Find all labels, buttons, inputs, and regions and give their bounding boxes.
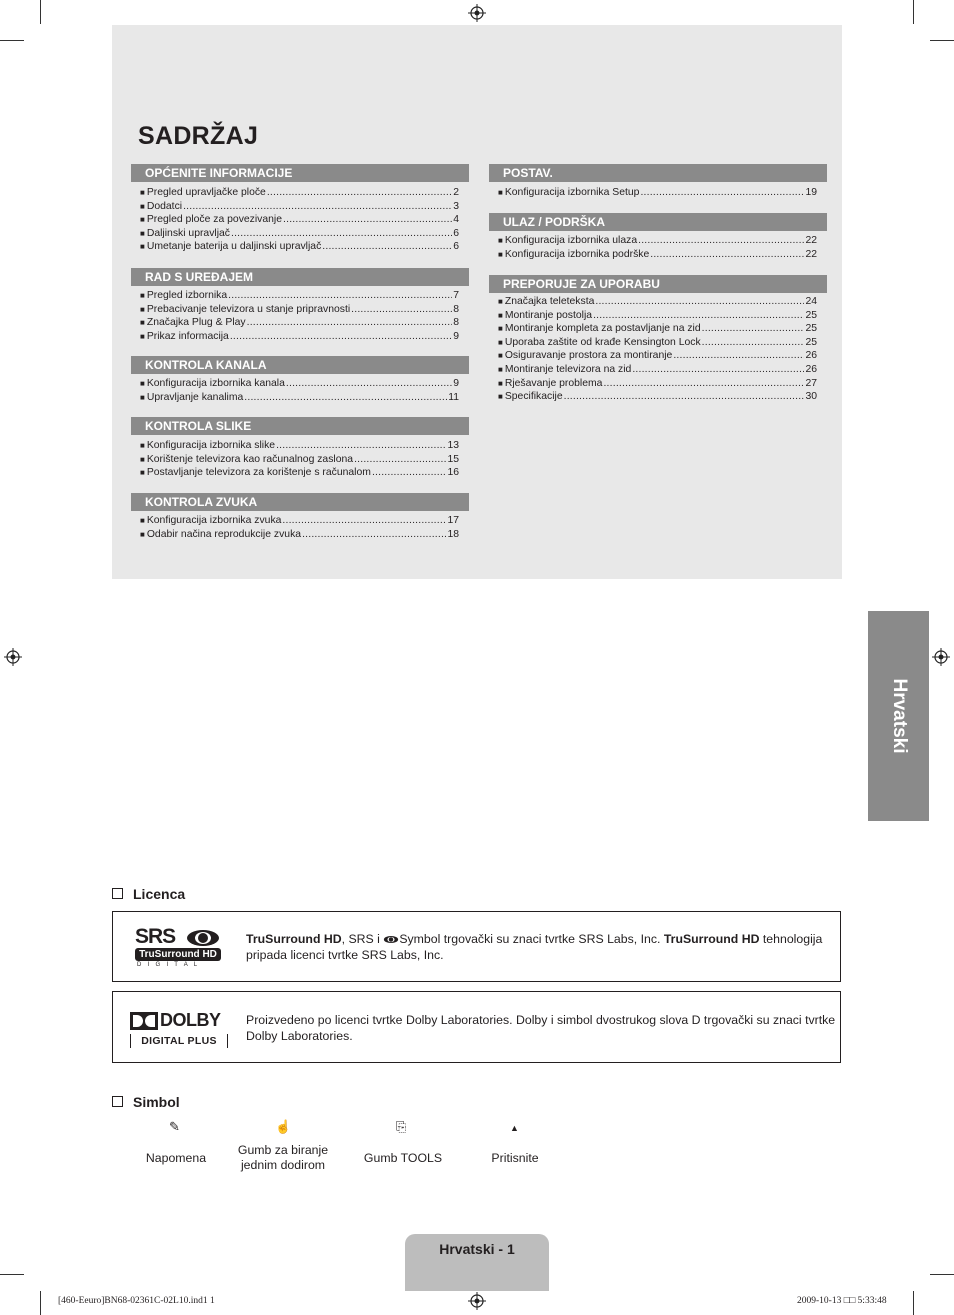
bullet-icon: ■ xyxy=(140,215,145,225)
bullet-icon: ■ xyxy=(498,324,503,334)
toc-item[interactable]: ■ Pregled ploče za povezivanje ..... 4 xyxy=(140,213,459,227)
symbol-heading: Simbol xyxy=(112,1094,180,1110)
toc-list xyxy=(498,234,817,261)
bullet-icon: ■ xyxy=(498,351,503,361)
bullet-icon: ■ xyxy=(140,291,145,300)
press-icon: ▲ xyxy=(510,1123,519,1133)
toc-list xyxy=(140,186,459,254)
bullet-icon: ■ xyxy=(498,337,503,347)
bullet-icon: ■ xyxy=(498,249,503,259)
toc-section-header: PREPORUJE ZA UPORABU xyxy=(489,275,827,293)
toc-item[interactable]: ■ Pregled upravljačke ploče ..... 2 xyxy=(140,186,459,200)
toc-list xyxy=(140,514,459,541)
bullet-icon: ■ xyxy=(140,304,145,314)
crop-mark xyxy=(913,1291,914,1315)
note-icon: ✎ xyxy=(169,1119,180,1134)
toc-item[interactable]: ■ Postavljanje televizora za korištenje s računalom ..... 16 xyxy=(140,466,459,480)
symbol-label: Gumb za biranje jednim dodirom xyxy=(237,1143,329,1172)
symbol-label: Pritisnite xyxy=(491,1151,539,1165)
toc-item[interactable]: ■ Konfiguracija izbornika podrške ..... 22 xyxy=(498,248,817,262)
footer-timestamp: 2009-10-13 □□ 5:33:48 xyxy=(797,1296,887,1306)
registration-mark-icon xyxy=(468,4,486,22)
toc-section-header: RAD S UREĐAJEM xyxy=(131,268,469,286)
toc-item[interactable]: ■ Daljinski upravljač ..... 6 xyxy=(140,227,459,241)
checkbox-bullet-icon xyxy=(112,1096,123,1107)
page-number: Hrvatski - 1 xyxy=(439,1241,515,1257)
bullet-icon: ■ xyxy=(140,318,145,328)
page-title: SADRŽAJ xyxy=(138,122,259,150)
symbol-label: Gumb TOOLS xyxy=(363,1151,443,1165)
crop-mark xyxy=(930,1274,954,1275)
bullet-icon: ■ xyxy=(498,310,503,320)
dolby-logo: DOLBY DIGITAL PLUS xyxy=(130,1010,230,1048)
bullet-icon: ■ xyxy=(498,392,503,402)
language-side-tab-label: Hrvatski xyxy=(888,678,910,754)
toc-item[interactable]: ■ Konfiguracija izbornika Setup ..... 19 xyxy=(498,186,817,200)
toc-item[interactable]: ■ Montiranje televizora na zid ..... 26 xyxy=(498,363,817,377)
toc-item[interactable]: ■ Značajka teleteksta ..... 24 xyxy=(498,295,817,309)
toc-list xyxy=(498,186,817,200)
toc-section-header: POSTAV. xyxy=(489,164,827,182)
registration-mark-icon xyxy=(4,648,22,666)
toc-item[interactable]: ■ Značajka Plug & Play ..... 8 xyxy=(140,316,459,330)
dolby-licence-box xyxy=(112,991,841,1063)
checkbox-bullet-icon xyxy=(112,888,123,899)
toc-item[interactable]: ■ Pregled izbornika ..... 7 xyxy=(140,289,459,303)
srs-logo: SRS TruSurround HD D I G I T A L xyxy=(135,926,225,970)
bullet-icon: ■ xyxy=(498,378,503,388)
dolby-licence-text: Proizvedeno po licenci tvrtke Dolby Laboratories. Dolby i simbol dvostrukog slova D trgovački su znaci tvrtke Dolby Laboratories. xyxy=(246,1013,836,1043)
toc-item[interactable]: ■ Dodatci ..... 3 xyxy=(140,200,459,214)
toc-item[interactable]: ■ Montiranje kompleta za postavljanje na zid ..... 25 xyxy=(498,322,817,336)
srs-licence-text: TruSurround HD, SRS i Symbol trgovački su znaci tvrtke SRS Labs, Inc. TruSurround HD tehnologija pripada licenci tvrtke SRS Labs, Inc. xyxy=(246,932,823,962)
language-side-tab xyxy=(868,611,929,821)
toc-item[interactable]: ■ Specifikacije ..... 30 xyxy=(498,390,817,404)
toc-list xyxy=(140,377,459,404)
toc-section-header: KONTROLA SLIKE xyxy=(131,417,469,435)
toc-item[interactable]: ■ Prikaz informacija ..... 9 xyxy=(140,330,459,344)
bullet-icon: ■ xyxy=(498,188,503,197)
tools-button-icon: ⎘ xyxy=(396,1119,407,1134)
bullet-icon: ■ xyxy=(498,364,503,374)
crop-mark xyxy=(930,40,954,41)
bullet-icon: ■ xyxy=(140,228,145,238)
registration-mark-icon xyxy=(468,1292,486,1310)
srs-licence-box xyxy=(112,911,841,982)
toc-item[interactable]: ■ Konfiguracija izbornika slike ..... 13 xyxy=(140,439,459,453)
crop-mark xyxy=(0,40,24,41)
bullet-icon: ■ xyxy=(140,468,145,478)
bullet-icon: ■ xyxy=(140,516,145,525)
toc-item[interactable]: ■ Rješavanje problema ..... 27 xyxy=(498,377,817,391)
page-number-tab xyxy=(405,1234,549,1291)
toc-item[interactable]: ■ Korištenje televizora kao računalnog zaslona ..... 15 xyxy=(140,453,459,467)
toc-item[interactable]: ■ Umetanje baterija u daljinski upravljač ..... 6 xyxy=(140,240,459,254)
bullet-icon: ■ xyxy=(140,441,145,450)
dolby-double-d-icon xyxy=(130,1012,158,1030)
bullet-icon: ■ xyxy=(140,379,145,388)
bullet-icon: ■ xyxy=(140,529,145,539)
toc-item[interactable]: ■ Konfiguracija izbornika kanala ..... 9 xyxy=(140,377,459,391)
one-touch-button-icon: ☝ xyxy=(275,1119,292,1134)
toc-section-header: ULAZ / PODRŠKA xyxy=(489,213,827,231)
srs-circle-symbol-icon xyxy=(185,929,221,947)
bullet-icon: ■ xyxy=(498,297,503,306)
toc-item[interactable]: ■ Prebacivanje televizora u stanje pripravnosti ..... 8 xyxy=(140,303,459,317)
registration-mark-icon xyxy=(932,648,950,666)
toc-item[interactable]: ■ Konfiguracija izbornika ulaza ..... 22 xyxy=(498,234,817,248)
bullet-icon: ■ xyxy=(140,331,145,341)
toc-section-header: KONTROLA ZVUKA xyxy=(131,493,469,511)
toc-item[interactable]: ■ Osiguravanje prostora za montiranje ..... 26 xyxy=(498,349,817,363)
bullet-icon: ■ xyxy=(140,188,145,197)
bullet-icon: ■ xyxy=(498,236,503,245)
toc-section-header: OPĆENITE INFORMACIJE xyxy=(131,164,469,182)
toc-item[interactable]: ■ Montiranje postolja ..... 25 xyxy=(498,309,817,323)
bullet-icon: ■ xyxy=(140,454,145,464)
licence-heading: Licenca xyxy=(112,886,185,902)
bullet-icon: ■ xyxy=(140,242,145,252)
toc-item[interactable]: ■ Odabir načina reprodukcije zvuka ..... 18 xyxy=(140,528,459,542)
crop-mark xyxy=(40,0,41,24)
toc-list xyxy=(140,439,459,480)
toc-item[interactable]: ■ Konfiguracija izbornika zvuka ..... 17 xyxy=(140,514,459,528)
bullet-icon: ■ xyxy=(140,392,145,402)
toc-item[interactable]: ■ Uporaba zaštite od krađe Kensington Lock ..... 25 xyxy=(498,336,817,350)
toc-list xyxy=(140,289,459,343)
crop-mark xyxy=(40,1291,41,1315)
toc-list xyxy=(498,295,817,404)
srs-symbol-icon xyxy=(383,935,399,944)
crop-mark xyxy=(913,0,914,24)
bullet-icon: ■ xyxy=(140,201,145,211)
crop-mark xyxy=(0,1274,24,1275)
footer-file-info: [460-Eeuro]BN68-02361C-02L10.ind1 1 xyxy=(58,1296,215,1306)
toc-section-header: KONTROLA KANALA xyxy=(131,356,469,374)
toc-item[interactable]: ■ Upravljanje kanalima ..... 11 xyxy=(140,391,459,405)
symbol-label: Napomena xyxy=(145,1151,207,1165)
